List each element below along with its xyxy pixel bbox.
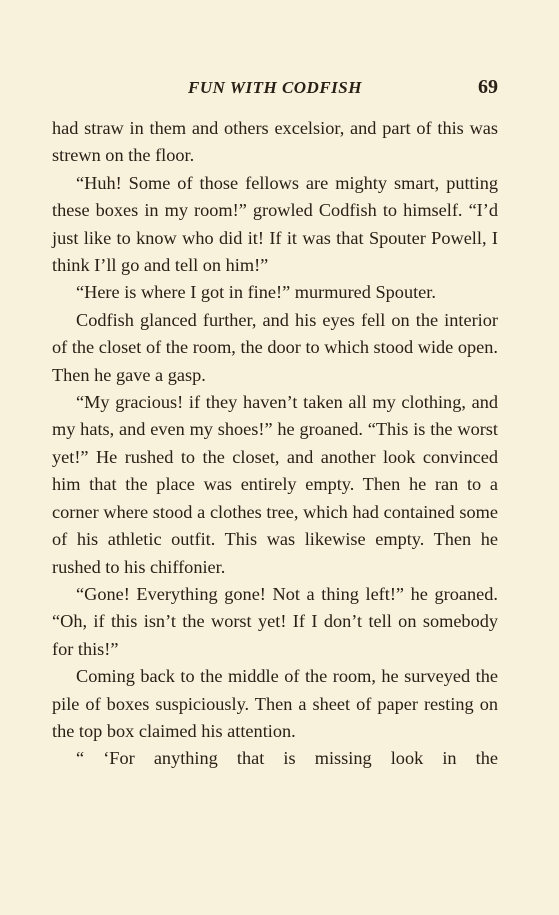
- paragraph: “Huh! Some of those fellows are mighty smart, putting these boxes in my room!” growled Codfish to himself. “I’d just like to know who did it! If it was that Spouter Powell, I think I’ll go and tell on him!”: [52, 172, 498, 276]
- paragraph: Codfish glanced further, and his eyes fell on the interior of the closet of the room, the door to which stood wide open. Then he gave a gasp.: [52, 309, 498, 385]
- paragraph: had straw in them and others excelsior, and part of this was strewn on the floor.: [52, 118, 498, 166]
- paragraph: “ ‘For anything that is missing look in the: [76, 748, 498, 769]
- paragraph: Coming back to the middle of the room, he surveyed the pile of boxes suspiciously. Then a sheet of paper resting on the top box claimed his attention.: [52, 666, 498, 741]
- body-text: [52, 115, 498, 773]
- chapter-title: FUN WITH CODFISH: [188, 78, 362, 97]
- paragraph: “Here is where I got in fine!” murmured Spouter.: [76, 282, 436, 303]
- paragraph: “Gone! Everything gone! Not a thing left!” he groaned. “Oh, if this isn’t the worst yet! If I don’t tell on somebody for this!”: [52, 583, 498, 659]
- paragraph: “My gracious! if they haven’t taken all my clothing, and my hats, and even my shoes!” he groaned. “This is the worst yet!” He rushed to the closet, and another look convinced him that the place was entirely empty. Then he ran to a corner where stood a clothes tree, which had contained some of his athletic outfit. This was likewise empty. Then he rushed to his chiffonier.: [52, 392, 498, 577]
- page-number: 69: [478, 76, 498, 98]
- running-head: [52, 76, 498, 104]
